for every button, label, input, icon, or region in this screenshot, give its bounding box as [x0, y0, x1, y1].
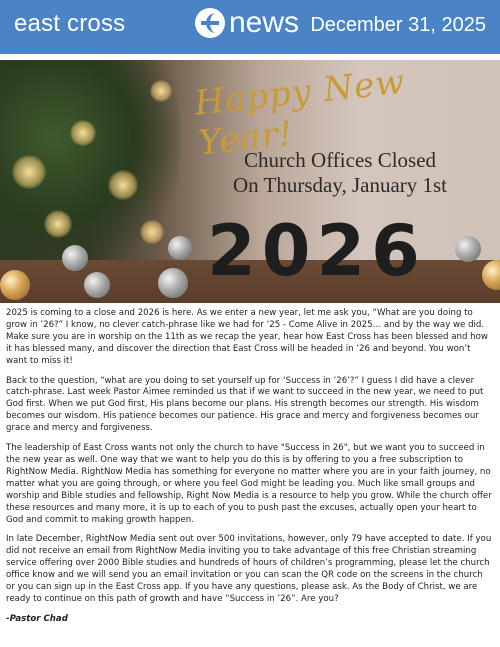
bokeh-light: [44, 210, 72, 238]
silver-ornament: [84, 272, 110, 298]
offices-closed-line-2: On Thursday, January 1st: [232, 173, 448, 197]
brand-name: east cross: [14, 10, 126, 37]
news-logo-text: news: [229, 6, 300, 39]
bokeh-light: [12, 155, 46, 189]
bokeh-light: [108, 170, 138, 200]
bokeh-light: [150, 80, 172, 102]
article-paragraph: The leadership of East Cross wants not only the church to have "Success in 26", but we want you to succeed in the new year as well. One way that we want to help you do this is by offering to you a free subscription to RightNow Media. RightNow Media has something for everyone no matter where you are in your faith journey, no matter what you are going through, or where you feel God might be leading you. Much like small groups and worship and Bible studies and fellowship, Right Now Media is a resource to help you grow. While the church offer these resources and many more, it is up to each of you to push past the excuses, actually open your heart to God and commit to making growth happen.: [6, 443, 492, 525]
enews-logo: [195, 8, 299, 38]
silver-ornament: [168, 236, 192, 260]
signature: -Pastor Chad: [6, 613, 68, 624]
issue-date: December 31, 2025: [310, 14, 486, 36]
bokeh-light: [140, 220, 164, 244]
silver-ornament: [455, 236, 481, 262]
silver-ornament: [158, 268, 188, 298]
e-logo-icon: [195, 8, 225, 38]
bokeh-light: [70, 120, 96, 146]
happy-new-year-script: Happy New Year!: [192, 61, 408, 164]
article-paragraph: 2025 is coming to a close and 2026 is here. As we enter a new year, let me ask you, “What are you doing to grow in ’26?” I know, no clever catch-phrase like we had for ’25 - Come Alive in 2025… and by the way we did. Make sure you are in worship on the 11th as we recap the year, hear how East Cross has been blessed and how it has blessed many, and discover the direction that East Cross will be headed in ’26 and beyond. You won’t want to miss it!: [6, 308, 488, 366]
article-paragraph: In late December, RightNow Media sent out over 500 invitations, however, only 79 have accepted to date. If you did not receive an email from RightNow Media inviting you to take advantage of this free Christian streaming service offering over 2000 Bible studies and hundreds of hours of children’s programming, please let the church office know and we will send you an email invitation or you can scan the QR code on the screens in the church or you can sign up in the East Cross app. If you have any questions, please ask. As the Body of Christ, we are ready to continue on this path of growth and have “Success in ’26”. Are you?: [6, 534, 492, 604]
newsletter-header: [0, 0, 500, 54]
offices-closed-line-1: Church Offices Closed: [243, 148, 437, 172]
hero-banner: [0, 60, 500, 303]
year-2026: 2026: [207, 210, 426, 292]
article-paragraph: Back to the question, “what are you doing to set yourself up for ‘Success in ’26’?” I guess I did have a clever catch-phrase. Last week Pastor Aimee reminded us that if we want to succeed in the new year, we need to put God first. When we put God first, His plans become our plans. His strength becomes our strength. His wisdom becomes our wisdom. His patience becomes our patience. His grace and mercy and forgiveness becomes our grace and mercy and forgiveness.: [6, 375, 484, 434]
silver-ornament: [62, 245, 88, 271]
gold-ornament: [0, 270, 30, 300]
article-body: [6, 308, 494, 634]
